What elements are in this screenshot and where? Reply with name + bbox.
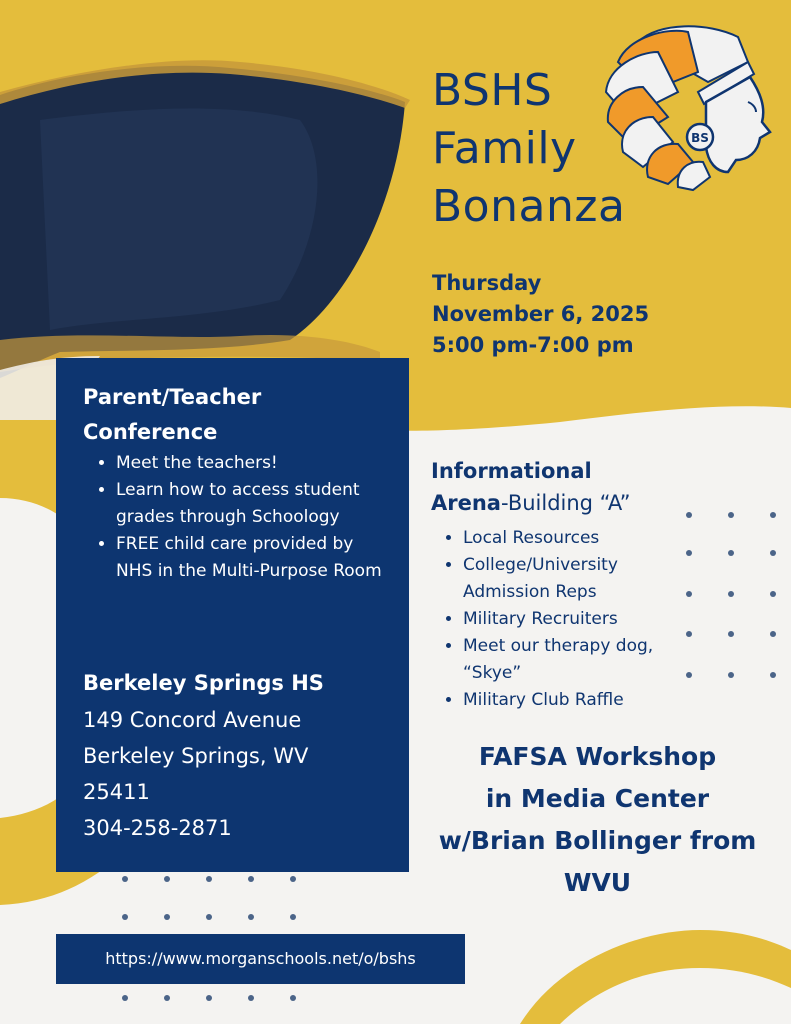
- decor-dot: [206, 914, 212, 920]
- list-item: • Learn how to access student grades through Schoology: [116, 477, 386, 531]
- title-line-2: Family: [432, 123, 577, 174]
- list-item: • Military Club Raffle: [463, 687, 673, 714]
- school-street: 149 Concord Avenue: [83, 708, 302, 732]
- event-title: [432, 62, 625, 236]
- title-line-1: BSHS: [432, 65, 553, 116]
- list-item: • FREE child care provided by NHS in the Multi-Purpose Room: [116, 531, 386, 585]
- title-line-3: Bonanza: [432, 181, 626, 232]
- decor-dot: [770, 512, 776, 518]
- conference-list: [94, 450, 386, 585]
- decor-dot: [686, 631, 692, 637]
- decor-dot: [248, 914, 254, 920]
- informational-title: [431, 455, 691, 519]
- decor-dot: [770, 672, 776, 678]
- website-link[interactable]: https://www.morganschools.net/o/bshs: [105, 949, 416, 968]
- list-item: • Military Recruiters: [463, 606, 673, 633]
- decor-dot: [686, 512, 692, 518]
- decor-dot: [164, 995, 170, 1001]
- school-city: Berkeley Springs, WV: [83, 744, 309, 768]
- fafsa-line-1: FAFSA Workshop: [478, 742, 717, 771]
- decor-dot: [206, 876, 212, 882]
- conference-title: Parent/Teacher Conference: [83, 385, 262, 444]
- fafsa-line-4: WVU: [563, 868, 632, 897]
- decor-dot: [728, 631, 734, 637]
- school-name: Berkeley Springs HS: [83, 671, 324, 695]
- decor-dot: [686, 550, 692, 556]
- list-item: • Local Resources: [463, 525, 673, 552]
- event-day: Thursday: [432, 271, 542, 295]
- logo-monogram: BS: [691, 131, 709, 145]
- decor-dot: [164, 914, 170, 920]
- list-item: • College/University Admission Reps: [463, 552, 673, 606]
- decor-dot: [686, 591, 692, 597]
- decor-dot: [770, 550, 776, 556]
- decor-dot: [122, 876, 128, 882]
- school-phone: 304-258-2871: [83, 816, 232, 840]
- decor-dot: [164, 876, 170, 882]
- decor-dot: [728, 512, 734, 518]
- decor-dot: [290, 876, 296, 882]
- headdress-logo-icon: [598, 22, 774, 192]
- fafsa-line-2: in Media Center: [485, 784, 710, 813]
- list-item: • Meet our therapy dog, “Skye”: [463, 633, 673, 687]
- informational-title-rest: -Building “A”: [500, 491, 631, 515]
- school-address: [83, 702, 308, 846]
- decor-dot: [770, 631, 776, 637]
- event-time: 5:00 pm-7:00 pm: [432, 333, 634, 357]
- informational-title-bold: Informational: [431, 459, 592, 483]
- informational-title-arena: Arena: [431, 491, 501, 515]
- decor-dot: [122, 995, 128, 1001]
- event-datetime: [432, 268, 649, 361]
- decor-dot: [206, 995, 212, 1001]
- event-date: November 6, 2025: [432, 302, 650, 326]
- informational-list: [441, 525, 673, 714]
- decor-dot: [248, 995, 254, 1001]
- decor-dot: [290, 995, 296, 1001]
- school-zip: 25411: [83, 780, 150, 804]
- decor-dot: [728, 550, 734, 556]
- fafsa-line-3: w/Brian Bollinger from: [438, 826, 757, 855]
- decor-dot: [728, 672, 734, 678]
- decor-dot: [122, 914, 128, 920]
- decor-dot: [770, 591, 776, 597]
- decor-dot: [290, 914, 296, 920]
- decor-dot: [248, 876, 254, 882]
- decor-dot: [728, 591, 734, 597]
- fafsa-workshop: [420, 736, 775, 904]
- decor-dot: [686, 672, 692, 678]
- list-item: • Meet the teachers!: [116, 450, 386, 477]
